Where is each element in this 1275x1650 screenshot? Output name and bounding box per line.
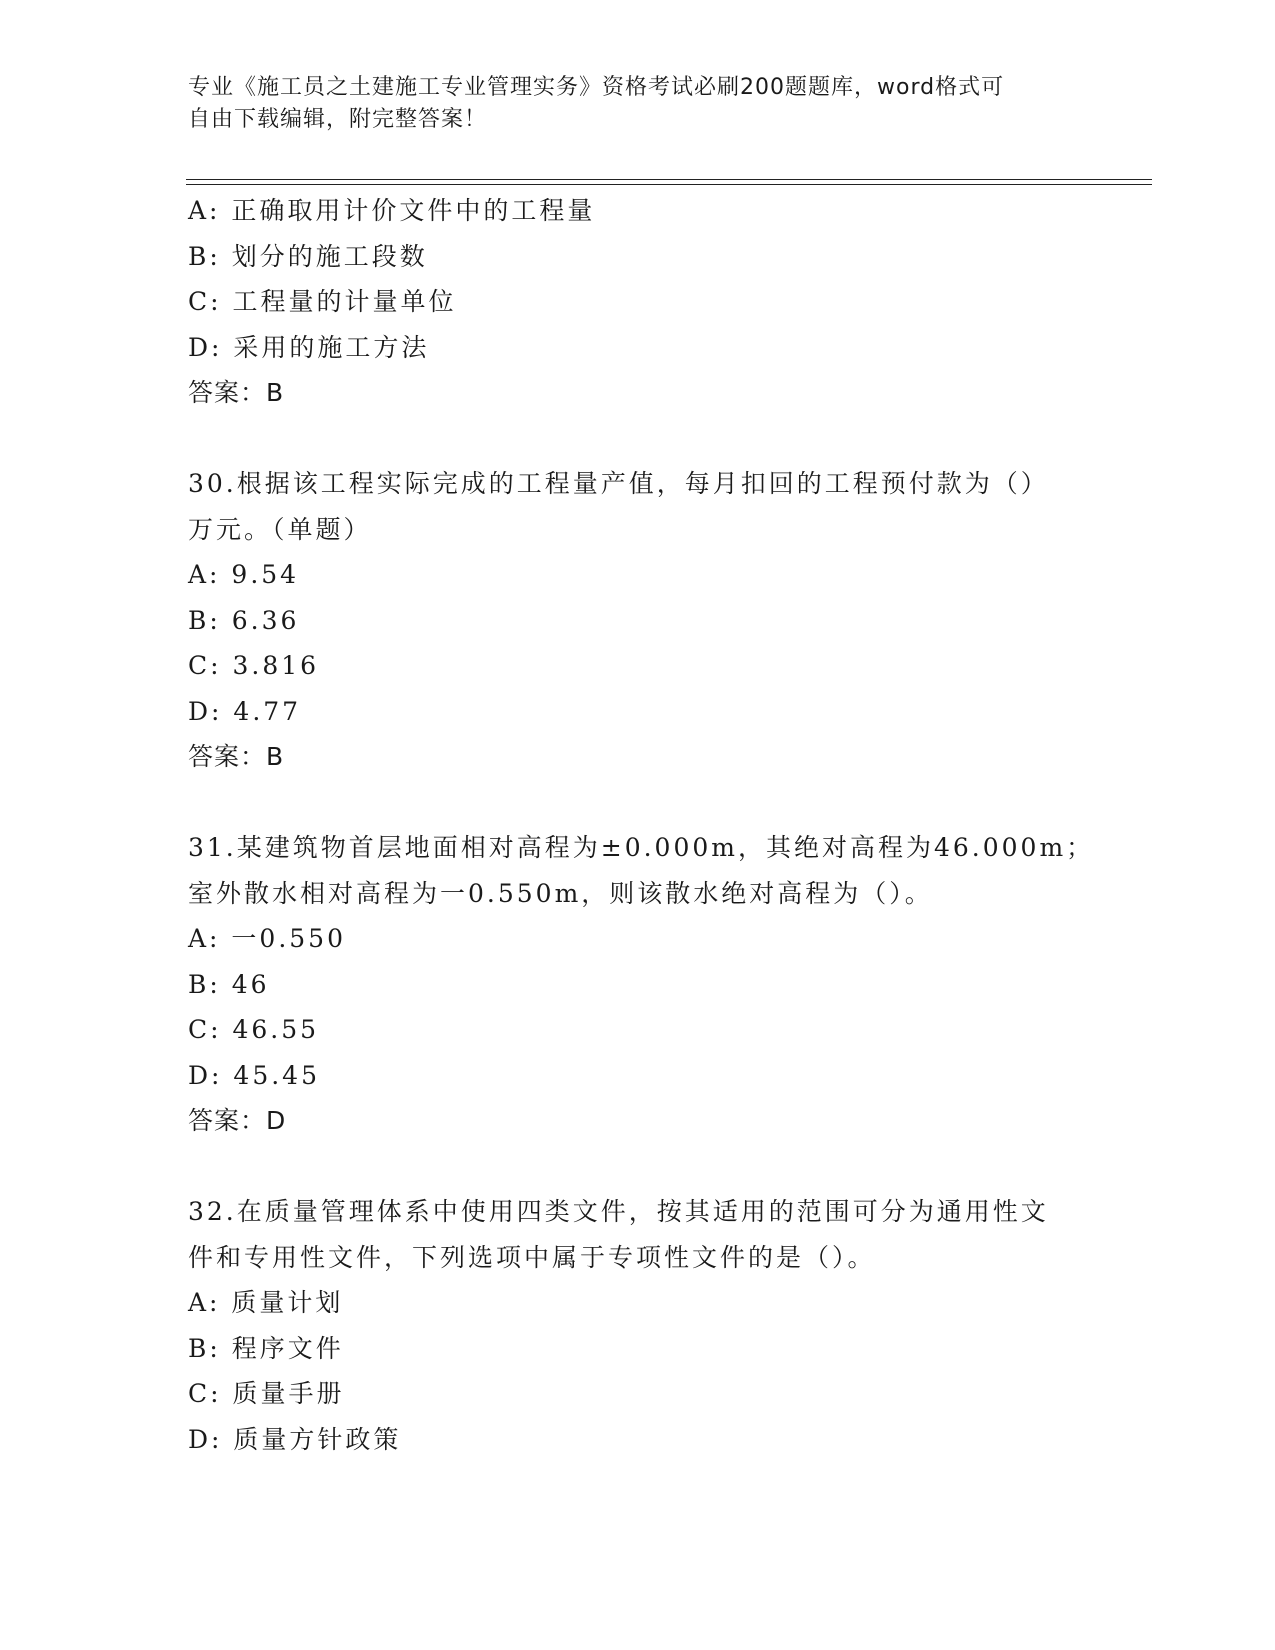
question-31 <box>188 825 1095 1144</box>
header-line-1: 专业《施工员之土建施工专业管理实务》资格考试必刷200题题库，word格式可 <box>188 75 1005 100</box>
header-divider-bottom <box>186 184 1152 185</box>
spacer <box>188 1144 1088 1190</box>
question-stem-line-1: 32.在质量管理体系中使用四类文件，按其适用的范围可分为通用性文 <box>188 1197 1049 1226</box>
option-a: A: 9.54 <box>188 560 300 589</box>
option-d: D: 质量方针政策 <box>188 1424 402 1454</box>
question-32 <box>188 1189 1088 1462</box>
option-b: B: 程序文件 <box>188 1333 344 1363</box>
answer-line: 答案：B <box>188 378 285 407</box>
spacer <box>188 780 1088 826</box>
question-30 <box>188 461 1088 780</box>
question-stem-line-1: 30.根据该工程实际完成的工程量产值，每月扣回的工程预付款为（） <box>188 469 1049 498</box>
option-b: B: 46 <box>188 969 270 999</box>
question-stem-line-2: 室外散水相对高程为一0.550m，则该散水绝对高程为（）。 <box>188 878 933 908</box>
question-list <box>188 188 1095 1462</box>
answer-line: 答案：B <box>188 742 285 771</box>
option-c: C: 工程量的计量单位 <box>188 287 457 316</box>
question-29 <box>188 188 1088 416</box>
option-a: A: 正确取用计价文件中的工程量 <box>188 196 596 225</box>
spacer <box>188 416 1088 462</box>
option-d: D: 采用的施工方法 <box>188 332 430 362</box>
option-d: D: 4.77 <box>188 696 302 726</box>
answer-line: 答案：D <box>188 1106 287 1135</box>
option-c: C: 3.816 <box>188 651 320 680</box>
option-b: B: 6.36 <box>188 605 300 635</box>
option-a: A: 一0.550 <box>188 924 346 953</box>
question-stem-line-2: 万元。（单题） <box>188 514 372 544</box>
option-d: D: 45.45 <box>188 1060 320 1090</box>
header-line-2: 自由下载编辑，附完整答案！ <box>188 107 488 132</box>
document-header <box>188 72 1068 136</box>
option-c: C: 质量手册 <box>188 1379 345 1408</box>
option-a: A: 质量计划 <box>188 1288 344 1317</box>
question-stem-line-2: 件和专用性文件，下列选项中属于专项性文件的是（）。 <box>188 1242 876 1272</box>
header-divider-top <box>186 179 1152 180</box>
question-stem-line-1: 31.某建筑物首层地面相对高程为±0.000m，其绝对高程为46.000m； <box>188 833 1095 862</box>
option-c: C: 46.55 <box>188 1015 320 1044</box>
option-b: B: 划分的施工段数 <box>188 241 428 271</box>
